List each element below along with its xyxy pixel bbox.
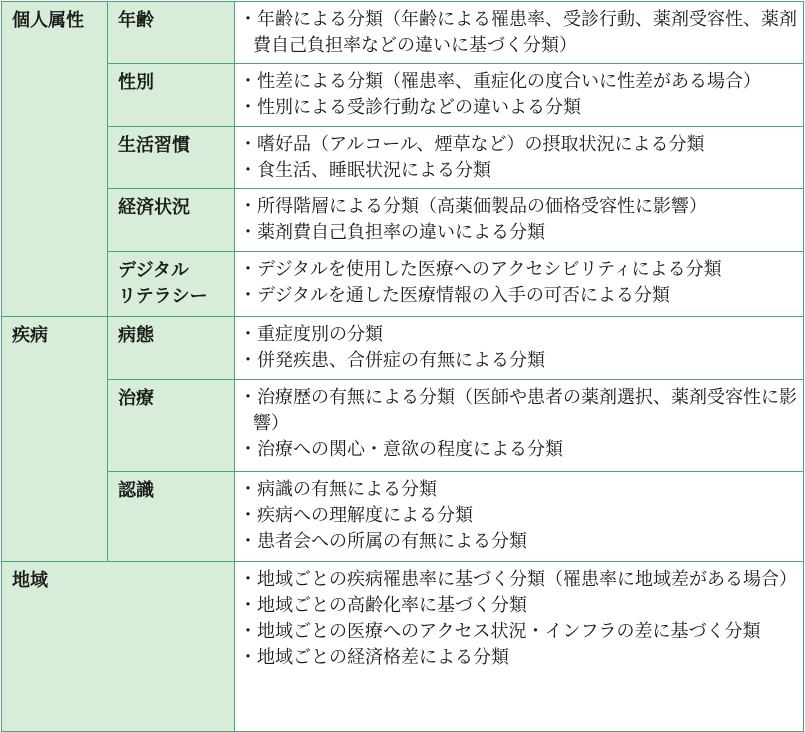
list-item: ・地域ごとの高齢化率に基づく分類	[239, 595, 527, 616]
subcategory-label-line: デジタル	[118, 260, 189, 281]
list-item: ・所得階層による分類（高薬価製品の価格受容性に影響）	[239, 196, 707, 217]
subcategory-lifestyle: 生活習慣	[108, 127, 235, 189]
subcategory-treatment: 治療	[108, 380, 235, 472]
subcategory-digital-literacy	[108, 252, 235, 317]
list-item: ・患者会への所属の有無による分類	[239, 531, 527, 552]
category-disease: 疾病	[2, 317, 108, 562]
table-row	[2, 380, 804, 472]
subcategory-awareness: 認識	[108, 472, 235, 562]
description-digital-literacy	[235, 252, 804, 317]
list-item: ・性差による分類（罹患率、重症化の度合いに性差がある場合）	[239, 71, 761, 92]
list-item: ・病識の有無による分類	[239, 479, 437, 500]
table-row	[2, 317, 804, 380]
list-item: ・薬剤費自己負担率の違いによる分類	[239, 222, 545, 243]
list-item: ・治療歴の有無による分類（医師や患者の薬剤選択、薬剤受容性に影響）	[239, 387, 797, 434]
subcategory-label-line: リテラシー	[118, 286, 208, 307]
table-row	[2, 189, 804, 252]
description-lifestyle	[235, 127, 804, 189]
description-region	[235, 562, 804, 732]
description-sex	[235, 64, 804, 127]
category-region: 地域	[2, 562, 235, 732]
list-item: ・疾病への理解度による分類	[239, 505, 473, 526]
list-item: ・重症度別の分類	[239, 324, 383, 345]
description-treatment	[235, 380, 804, 472]
list-item: ・地域ごとの経済格差による分類	[239, 647, 509, 668]
table-row	[2, 562, 804, 732]
description-age	[235, 2, 804, 64]
table-row	[2, 252, 804, 317]
subcategory-sex: 性別	[108, 64, 235, 127]
description-pathology	[235, 317, 804, 380]
list-item: ・性別による受診行動などの違いよる分類	[239, 97, 581, 118]
list-item: ・年齢による分類（年齢による罹患率、受診行動、薬剤受容性、薬剤費自己負担率などの違いに基づく分類）	[239, 9, 797, 56]
table-row	[2, 2, 804, 64]
list-item: ・併発疾患、合併症の有無による分類	[239, 350, 545, 371]
table-row	[2, 127, 804, 189]
description-economy	[235, 189, 804, 252]
list-item: ・地域ごとの医療へのアクセス状況・インフラの差に基づく分類	[239, 621, 761, 642]
list-item: ・治療への関心・意欲の程度による分類	[239, 439, 563, 460]
list-item: ・嗜好品（アルコール、煙草など）の摂取状況による分類	[239, 134, 705, 155]
segmentation-table	[1, 1, 804, 732]
list-item: ・食生活、睡眠状況による分類	[239, 160, 491, 181]
list-item: ・デジタルを通した医療情報の入手の可否による分類	[239, 285, 670, 306]
category-personal-attributes: 個人属性	[2, 2, 108, 317]
subcategory-economy: 経済状況	[108, 189, 235, 252]
description-awareness	[235, 472, 804, 562]
table-row	[2, 64, 804, 127]
subcategory-pathology: 病態	[108, 317, 235, 380]
list-item: ・デジタルを使用した医療へのアクセシビリティによる分類	[239, 259, 722, 280]
subcategory-age: 年齢	[108, 2, 235, 64]
table-row	[2, 472, 804, 562]
list-item: ・地域ごとの疾病罹患率に基づく分類（罹患率に地域差がある場合）	[239, 569, 797, 590]
